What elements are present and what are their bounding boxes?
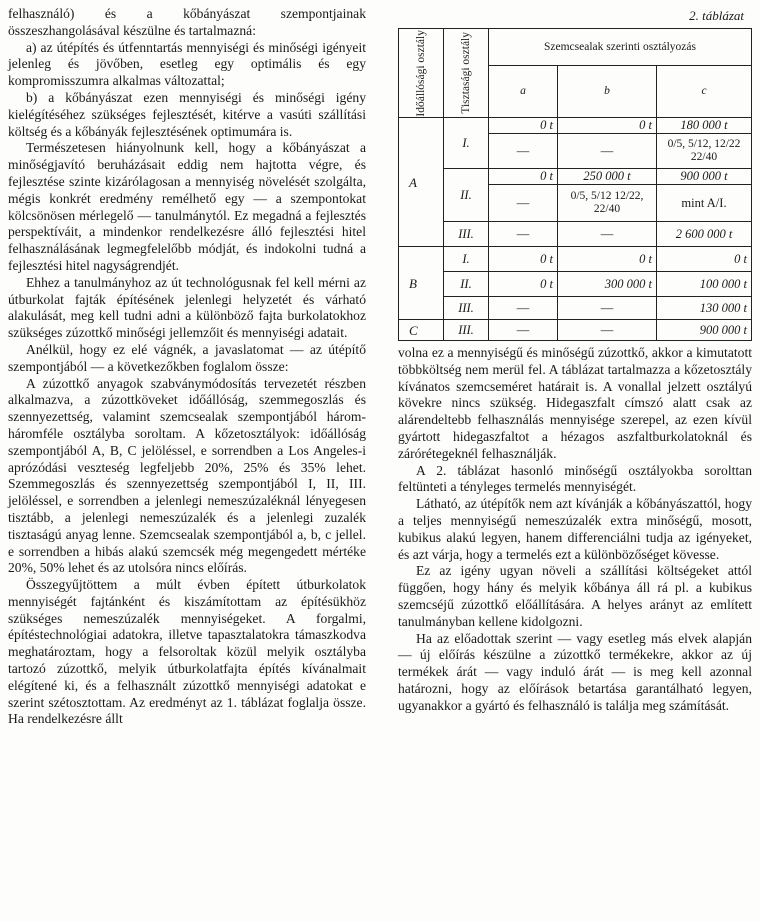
table-row	[399, 169, 752, 185]
paragraph: A 2. táblázat hasonló minőségű osztályokba sorolttan feltünteti a tényleges termelés mennyiségét.	[398, 462, 752, 495]
paragraph: Anélkül, hogy ez elé vágnék, a javaslatomat — az útépítő szempontjából — a következőkben foglalom össze:	[8, 341, 366, 374]
table-cell: 250 000 t	[558, 169, 657, 185]
table-cell: —	[489, 297, 558, 320]
table-cell: 0 t	[489, 118, 558, 134]
header-idoallosagi: Időállósági osztály	[399, 29, 444, 118]
class-label: II.	[444, 169, 489, 222]
table-cell: 300 000 t	[558, 272, 657, 297]
table-cell: 0 t	[657, 247, 752, 272]
table-cell: 180 000 t	[657, 118, 752, 134]
paragraph: Látható, az útépítők nem azt kívánják a kőbányászattól, hogy a teljes mennyiségű nemeszúzalék extra minőségű, mosott, kubikus alakú legyen, hanem differenciálni tudja az igényeket, és azt várja, hogy a termelés ezt a különbözőséget kövesse.	[398, 496, 752, 562]
class-label: III.	[444, 222, 489, 247]
left-column	[8, 6, 366, 728]
paragraph: Természetesen hiányolnunk kell, hogy a kőbányászat a minőségjavító beruházásait eddig nem hajtotta végre, és fejlesztése szinte kizárólagosan a mennyiség növelését szolgálta, mégis konkrét eredmény remélhető egy — a szempontokat kölcsönösen mérlegelő — tanulmánytól. Ez megadná a fejlesztés perspektíváit, a mindenkor rendelkezésre álló fejlesztési hitel felhasználásának legmegfelelőbb módját, és indokolni tudná a fejlesztési hitel nagyságrendjét.	[8, 140, 366, 273]
table-caption: 2. táblázat	[689, 8, 744, 23]
table-cell: 100 000 t	[657, 272, 752, 297]
table-row	[399, 118, 752, 134]
group-label: C	[399, 320, 444, 341]
list-item-b: b) a kőbányászat ezen mennyiségi és minőségi igény kielégítéséhez szükséges fejlesztését, kitérve a vasúti szállítási költség és a kőbányák fejlesztésének optimumára is.	[8, 89, 366, 139]
table-cell: 0 t	[558, 118, 657, 134]
table-row	[399, 222, 752, 247]
table-cell: 0/5, 5/12, 12/22 22/40	[657, 134, 752, 169]
table-cell: mint A/I.	[657, 185, 752, 222]
header-c: c	[657, 66, 752, 118]
table-cell: 2 600 000 t	[657, 222, 752, 247]
table-cell: —	[489, 134, 558, 169]
table-cell: —	[558, 222, 657, 247]
table-cell: —	[489, 185, 558, 222]
table-cell: 900 000 t	[657, 169, 752, 185]
paragraph: Ehhez a tanulmányhoz az út technológusnak fel kell mérni az útburkolat fajták építésének jelenlegi helyzetét és várható alakulását, meg kell tudni adni a különböző fajta burkolatokhoz szükséges zúzottkő minőségi jellemzőit és mennyiségi adatait.	[8, 274, 366, 341]
table-row	[399, 297, 752, 320]
header-a: a	[489, 66, 558, 118]
paragraph: Ez az igény ugyan növeli a szállítási költségeket attól függően, hogy hány és melyik kőbánya áll rá pl. a kubikus szemcséjű zúzottkő előállítására. A helyes arányt az említett tanulmányban kellene kidolgozni.	[398, 563, 752, 629]
header-szemcsealak: Szemcsealak szerinti osztályozás	[489, 29, 752, 66]
table-cell: 0 t	[489, 272, 558, 297]
table-cell: 0 t	[489, 247, 558, 272]
header-tisztasagi: Tisztasági osztály	[444, 29, 489, 118]
paragraph: Ha az előadottak szerint — vagy esetleg más elvek alapján — új előírás készülne a zúzottkő termékekre, akkor az új termékek árát — vagy induló árát — is meg kell azonnal határozni, hogy az előírások betartása garantálható legyen, ugyanakkor a gyártó és felhasználó is találja meg számítását.	[398, 630, 752, 713]
table-cell: —	[558, 134, 657, 169]
table-cell: 130 000 t	[657, 297, 752, 320]
class-label: I.	[444, 118, 489, 169]
table-row	[399, 272, 752, 297]
table-row	[399, 247, 752, 272]
list-item-a: a) az útépítés és útfenntartás mennyiségi és minőségi igényeit jelenleg és jövőben, esetleg egy optimális és egy kompromisszumra alkalmas változattal;	[8, 39, 366, 89]
right-column	[398, 6, 752, 715]
group-label: A	[399, 118, 444, 247]
table-cell: —	[558, 297, 657, 320]
table-2	[398, 28, 752, 341]
header-b: b	[558, 66, 657, 118]
paragraph: Összegyűjtöttem a múlt évben épített útburkolatok mennyiségét fajtánként és kiszámítottam az építésükhöz szükséges nemeszúzalék mennyiségeket. A forgalmi, építéstechnológiai adatokra, illetve tapasztalatokra támaszkodva meghatároztam, hogy a felsoroltak közül melyik osztályba tartozó zúzottkő, melyik útburkolatfajta építés kívánalmait elégítené ki, és a felhasznált zúzottkő mennyiségi adatokat e szerint szétosztottam. Az eredményt az 1. táblázat foglalja össze. Ha rendelkezésre állt	[8, 577, 366, 727]
table-cell: —	[558, 320, 657, 341]
table-cell: 0/5, 5/12 12/22, 22/40	[558, 185, 657, 222]
table-cell: —	[489, 222, 558, 247]
table-cell: 0 t	[558, 247, 657, 272]
table-row	[399, 320, 752, 341]
class-label: II.	[444, 272, 489, 297]
table-cell: —	[489, 320, 558, 341]
class-label: III.	[444, 320, 489, 341]
paragraph: A zúzottkő anyagok szabványmódosítás tervezetét részben alkalmazva, a zúzottköveket időállóság, szemmegoszlás és szennyezettség, valamint szemcsealak szempontjából három-háromféle osztályba soroltam. A kőzetosztályok: időállóság szempontjából A, B, C jelöléssel, e sorrendben a Los Angeles-i aprózódási veszteség legfeljebb 20%, 25% és 35% lehet. Szemmegoszlás és szennyezettség szempontjából I, II, III. jelöléssel, e sorrendben a jelenlegi nemeszúzaléknál lényegesen tisztább, a jelenlegi nemeszúzalék és a jelenlegi zuzalék tisztaságú anyag lenne. Szemcsealak szempontjából a, b, c jellel. e sorrendben a hibás alakú szemcsék még megengedett mértéke 20%, 50% lehet és az utolsóra nincs előírás.	[8, 375, 366, 576]
class-label: I.	[444, 247, 489, 272]
class-label: III.	[444, 297, 489, 320]
paragraph: felhasználó) és a kőbányászat szempontjainak összeszhangolásával készülne és tartalmazná:	[8, 6, 366, 38]
table-cell: 0 t	[489, 169, 558, 185]
paragraph: volna ez a mennyiségű és minőségű zúzottkő, akkor a kimutatott többköltség nem merül fel. A táblázat tartalmazza a kőzetosztály kívánatos szemcseméret határait is. A vonallal jelzett osztályú kövekre nincs szükség. Hidegaszfalt címszó alatt csak az alárendeltebb felhasználás mennyisége szerepel, az ezen kívül gyártott hidegaszfaltot a hézagos aszfaltburkolatoknál és zárórétegeknél felhasználják.	[398, 345, 752, 461]
table-cell: 900 000 t	[657, 320, 752, 341]
group-label: B	[399, 247, 444, 320]
